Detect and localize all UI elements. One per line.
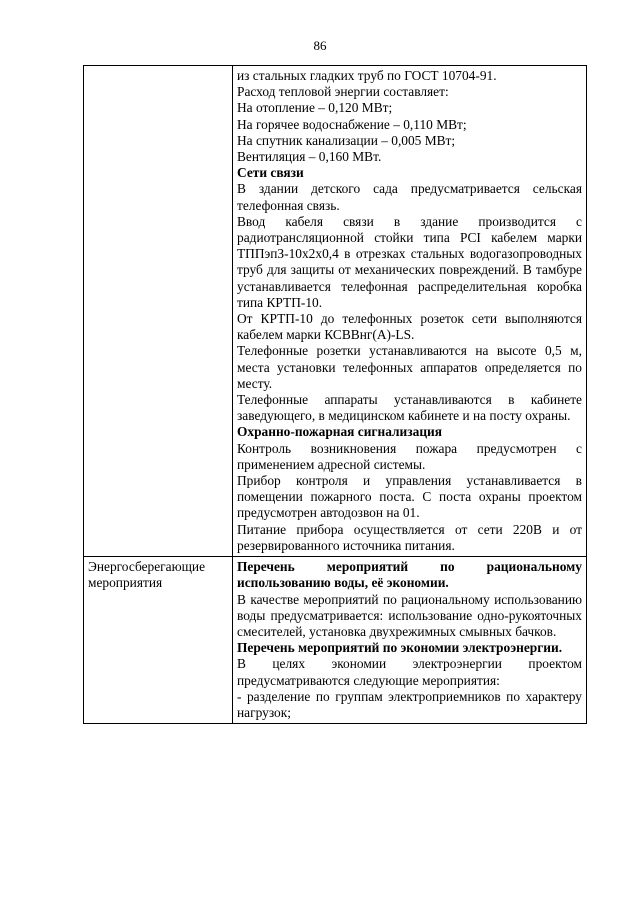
document-table <box>83 65 587 724</box>
section-content-cell <box>233 66 587 557</box>
section-heading: Сети связи <box>237 165 304 181</box>
section-heading: Перечень мероприятий по экономии электроэнергии. <box>237 640 563 656</box>
page-number: 86 <box>313 38 327 53</box>
paragraph: На спутник канализации – 0,005 МВт; <box>237 132 456 148</box>
table-row <box>84 557 587 724</box>
section-heading: Перечень мероприятий по рациональному использованию воды, её экономии. <box>237 559 582 591</box>
section-title-cell <box>84 66 233 557</box>
paragraph: В целях экономии электроэнергии проектом предусматриваются следующие мероприятия: <box>237 656 582 688</box>
paragraph: Контроль возникновения пожара предусмотрен с применением адресной системы. <box>237 440 582 472</box>
section-content-cell <box>233 557 587 724</box>
document-table-body <box>84 66 587 724</box>
paragraph: из стальных гладких труб по ГОСТ 10704-91. <box>237 68 497 83</box>
paragraph: Телефонные аппараты устанавливаются в кабинете заведующего, в медицинском кабинете и на посту охраны. <box>237 392 582 424</box>
paragraph: От КРТП-10 до телефонных розеток сети выполняются кабелем марки КСВВнг(А)-LS. <box>237 311 582 343</box>
paragraph: Телефонные розетки устанавливаются на высоте 0,5 м, места установки телефонных аппаратов определяется по месту. <box>237 343 582 391</box>
paragraph: Прибор контроля и управления устанавливается в помещении пожарного поста. С поста охраны проектом предусмотрен автодозвон на 01. <box>237 473 582 521</box>
paragraph: Питание прибора осуществляется от сети 220В и от резервированного источника питания. <box>237 521 582 553</box>
paragraph: На горячее водоснабжение – 0,110 МВт; <box>237 116 467 132</box>
section-title-cell: Энергосберегающие мероприятия <box>84 557 233 724</box>
paragraph: Ввод кабеля связи в здание производится с радиотрансляционной стойки типа PCI кабелем марки ТППэпЗ-10х2х0,4 в отрезках стальных водогазопроводных труб для защиты от механических повреждений. В тамбуре устанавливается телефонная распределительная коробка типа КРТП-10. <box>237 213 582 310</box>
table-row <box>84 66 587 557</box>
paragraph: Вентиляция – 0,160 МВт. <box>237 149 382 165</box>
paragraph: Расход тепловой энергии составляет: <box>237 84 449 100</box>
section-heading: Охранно-пожарная сигнализация <box>237 424 443 440</box>
paragraph: В качестве мероприятий по рациональному использованию воды предусматривается: использование одно-рукояточных смесителей, установка двухрежимных смывных бачков. <box>237 591 582 639</box>
paragraph: На отопление – 0,120 МВт; <box>237 100 393 116</box>
paragraph: - разделение по группам электроприемников по характеру нагрузок; <box>237 688 582 720</box>
paragraph: В здании детского сада предусматривается сельская телефонная связь. <box>237 181 582 213</box>
